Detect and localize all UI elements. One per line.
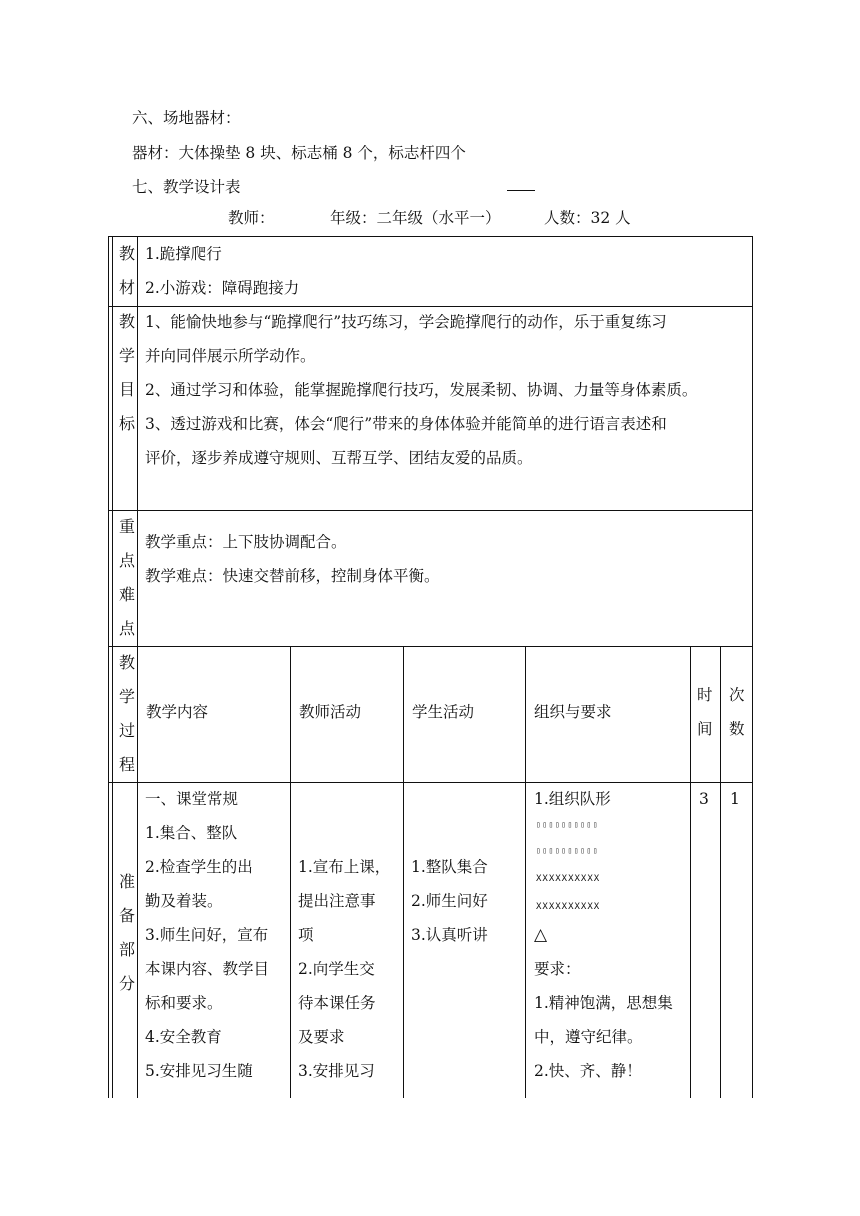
header-time-char: 间	[697, 720, 713, 738]
teacher-line: 3.安排见习	[298, 1062, 375, 1080]
table-rule	[403, 646, 404, 1098]
content-line: 本课内容、教学目	[145, 960, 270, 978]
content-line: 一、课堂常规	[145, 790, 239, 808]
formation-row-students: ▯▯▯▯▯▯▯▯▯▯	[536, 846, 600, 855]
content-line: 标和要求。	[145, 994, 223, 1012]
label-char: 部	[118, 940, 135, 959]
label-char: 材	[118, 278, 135, 297]
formation-row-x: XXXXXXXXXX	[536, 874, 601, 884]
table-rule	[690, 646, 691, 1098]
prep-time: 3	[699, 790, 709, 808]
label-char: 目	[118, 380, 135, 399]
label-char: 学	[118, 687, 135, 706]
header-reps-char: 次	[729, 686, 745, 704]
heading-design: 七、教学设计表	[132, 178, 241, 196]
table-rule	[137, 236, 138, 1098]
teacher-line: 及要求	[298, 1028, 345, 1046]
header-teacher: 教师活动	[299, 703, 362, 721]
goal-line: 2、通过学习和体验，能掌握跪撑爬行技巧，发展柔韧、协调、力量等身体素质。	[145, 381, 698, 399]
teacher-label: 教师：	[228, 209, 275, 227]
table-rule	[108, 236, 109, 1098]
table-rule	[108, 646, 753, 647]
equipment-line: 器材：大体操垫 8 块、标志桶 8 个，标志杆四个	[132, 144, 466, 162]
table-rule	[720, 646, 721, 1098]
student-line: 2.师生问好	[411, 892, 488, 910]
req-line: 中，遵守纪律。	[534, 1028, 643, 1046]
count-label: 人数：32 人	[544, 209, 631, 227]
org-title: 1.组织队形	[534, 790, 611, 808]
goal-line: 并向同伴展示所学动作。	[145, 347, 316, 365]
content-line: 2.检查学生的出	[145, 858, 253, 876]
table-rule	[290, 646, 291, 1098]
label-char: 标	[118, 414, 135, 433]
table-rule	[112, 236, 113, 1098]
teacher-line: 2.向学生交	[298, 960, 375, 978]
header-time-char: 时	[697, 686, 713, 704]
content-line: 勤及着装。	[145, 892, 223, 910]
blank-underline	[507, 190, 535, 191]
label-char: 点	[118, 619, 135, 638]
header-student: 学生活动	[412, 703, 475, 721]
table-rule	[108, 510, 753, 511]
teacher-position-icon: △	[534, 925, 548, 945]
student-line: 1.整队集合	[411, 858, 488, 876]
goal-line: 1、能愉快地参与“跪撑爬行”技巧练习，学会跪撑爬行的动作，乐于重复练习	[145, 313, 667, 331]
table-rule	[752, 236, 753, 1098]
teacher-line: 提出注意事	[298, 892, 376, 910]
content-line: 4.安全教育	[145, 1028, 222, 1046]
content-line: 1.集合、整队	[145, 824, 238, 842]
table-rule	[525, 646, 526, 1098]
formation-row-x: XXXXXXXXXX	[536, 902, 601, 912]
formation-row-students: ▯▯▯▯▯▯▯▯▯▯	[536, 820, 600, 829]
content-line: 3.师生问好，宣布	[145, 926, 269, 944]
heading-equipment: 六、场地器材：	[132, 109, 241, 127]
label-char: 准	[118, 872, 135, 891]
teacher-line: 待本课任务	[298, 994, 376, 1012]
header-org: 组织与要求	[534, 703, 612, 721]
student-line: 3.认真听讲	[411, 926, 488, 944]
header-reps-char: 数	[729, 720, 745, 738]
label-char: 程	[118, 755, 135, 774]
label-char: 重	[118, 517, 135, 536]
req-line: 1.精神饱满，思想集	[534, 994, 673, 1012]
prep-reps: 1	[730, 790, 740, 808]
label-char: 分	[118, 974, 135, 993]
keypoint-line: 教学重点：上下肢协调配合。	[145, 533, 347, 551]
req-line: 2.快、齐、静！	[534, 1062, 642, 1080]
label-char: 备	[118, 906, 135, 925]
label-char: 学	[118, 346, 135, 365]
teacher-line: 项	[298, 926, 314, 944]
content-line: 5.安排见习生随	[145, 1062, 253, 1080]
label-char: 难	[118, 585, 135, 604]
goal-line: 评价，逐步养成遵守规则、互帮互学、团结友爱的品质。	[145, 449, 533, 467]
goal-line: 3、透过游戏和比赛，体会“爬行”带来的身体体验并能简单的进行语言表述和	[145, 415, 667, 433]
label-char: 教	[118, 312, 135, 331]
header-content: 教学内容	[146, 703, 209, 721]
teacher-line: 1.宣布上课，	[298, 858, 391, 876]
material-line: 1.跪撑爬行	[145, 245, 222, 263]
label-char: 教	[118, 244, 135, 263]
label-char: 教	[118, 653, 135, 672]
keypoint-line: 教学难点：快速交替前移，控制身体平衡。	[145, 567, 440, 585]
label-char: 点	[118, 551, 135, 570]
grade-label: 年级：二年级（水平一）	[330, 209, 501, 227]
label-char: 过	[118, 721, 135, 740]
req-label: 要求：	[534, 960, 581, 978]
material-line: 2.小游戏：障碍跑接力	[145, 279, 300, 297]
